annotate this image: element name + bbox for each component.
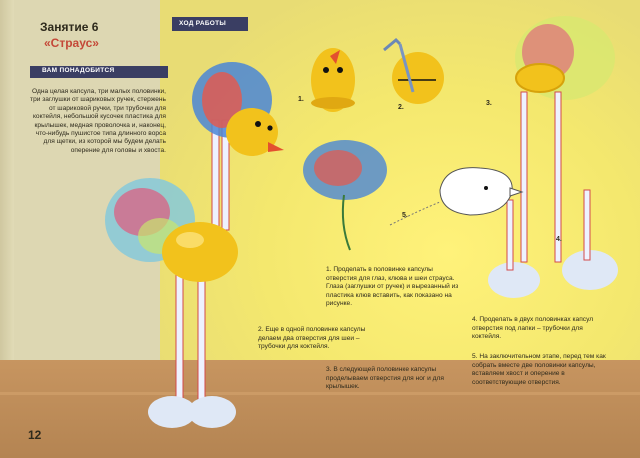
figure-2-capsule-wire	[384, 40, 444, 104]
materials-text: Одна целая капсула, три малых половинки, три заглушки от шариковых ручек, стержень от шариковой ручки, три трубочки для коктейля, небольшой кусочек пластика для крылышек, медная проволочка и, наконец, что-нибудь пушистое типа длинного ворса для щетки, из которой мы будем делать оперение для головы и хвоста.	[30, 88, 166, 154]
procedure-header-label: ХОД РАБОТЫ	[179, 20, 227, 27]
materials-header-label: ВАМ ПОНАДОБИТСЯ	[42, 67, 115, 74]
figure-number-3: 3.	[486, 100, 492, 107]
ostrich-foot-right	[188, 396, 236, 428]
ostrich-neck	[212, 120, 219, 230]
ostrich-body-capsule	[162, 222, 238, 282]
sketch-head-outline	[390, 168, 522, 225]
step-5-text: 5. На заключительном этапе, перед тем как собрать вместе две половинки капсулы, вставляем хвост и оперение в соответствующие отверстия.	[472, 353, 606, 386]
step-1-text: 1. Проделать в половинке капсулы отверстия для глаз, клюва и шеи страуса. Глаза (заглушки от ручек) и вырезанный из пластика клюв вставить, как показано на рисунке.	[326, 266, 459, 307]
lesson-subtitle: «Страус»	[44, 36, 99, 50]
ostrich-beak	[268, 142, 284, 152]
figure-4-feet	[488, 190, 618, 298]
figure-3-body-parts	[515, 16, 615, 262]
lesson-title: Занятие 6	[40, 20, 99, 34]
figure-number-2: 2.	[398, 104, 404, 111]
figure-number-5: 5.	[402, 212, 408, 219]
figure-number-1: 1.	[298, 96, 304, 103]
step-3-text: 3. В следующей половинке капсулы проделываем отверстия для ног и для крылышек.	[326, 366, 444, 390]
step-2-text: 2. Еще в одной половинке капсулы делаем два отверстия для шеи – трубочки для коктейля.	[258, 326, 366, 350]
ostrich-eye	[255, 121, 261, 127]
figure-5-tail-feather	[303, 140, 387, 250]
figure-number-4: 4.	[556, 236, 562, 243]
step-4-text: 4. Проделать в двух половинках капсул отверстия под лапки – трубочки для коктейля.	[472, 316, 594, 340]
page-number: 12	[28, 428, 42, 442]
figure-1-head	[311, 48, 355, 112]
